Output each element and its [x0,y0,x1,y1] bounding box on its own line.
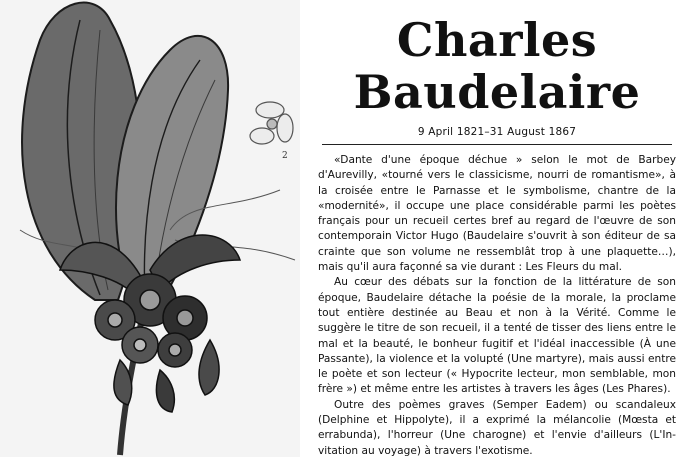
paragraph-3: Outre des poèmes graves (Semper Eadem) ou scandaleux (Delphine et Hippolyte), il a exprimé la mélancolie (Mœsta et errabunda), l'horreur (Une charogne) et l'envie d'ailleurs (L'Invitation au voyage) à travers l'exotisme. [318,398,676,457]
article-body [318,153,676,459]
botanical-illustration [0,0,300,457]
title-line-1: Charles [396,13,598,67]
paragraph-2: Au cœur des débats sur la fonction de la littérature de son époque, Baudelaire détache la poésie de la morale, la proclame tout entière destinée au Beau et non à la Vérité. Comme le suggère le titre de son recueil, il a tenté de tisser des liens entre le mal et la beauté, le bonheur fugitif et l'idéal inaccessible (À une Passante), la violence et la volupté (Une martyre), mais aussi entre le poète et son lecteur (« Hypocrite lecteur, mon semblable, mon frère ») et même entre les artistes à travers les âges (Les Phares). [318,276,676,396]
plate-label: 2 [282,151,288,161]
paragraph-1: «Dante d'une époque déchue » selon le mot de Barbey d'Aurevilly, «tourné vers le classicisme, nourri de romantisme», à la croisée entre le Parnasse et le symbolisme, chantre de la «modernité», il occupe une place considérable parmi les poètes français pour un recueil certes bref au regard de l'œuvre de son contemporain Victor Hugo (Baudelaire s'ouvrit à son éditeur de sa crainte que son volume ne ressemblât trop à une plaquette…), mais qu'il aura façonné sa vie durant : Les Fleurs du mal. [318,154,676,274]
life-dates: 9 April 1821–31 August 1867 [417,126,577,138]
title-line-2: Baudelaire [353,65,641,119]
article-panel [318,14,676,459]
page-title [318,14,676,118]
title-divider [322,144,672,145]
flower-drawing [0,0,300,457]
